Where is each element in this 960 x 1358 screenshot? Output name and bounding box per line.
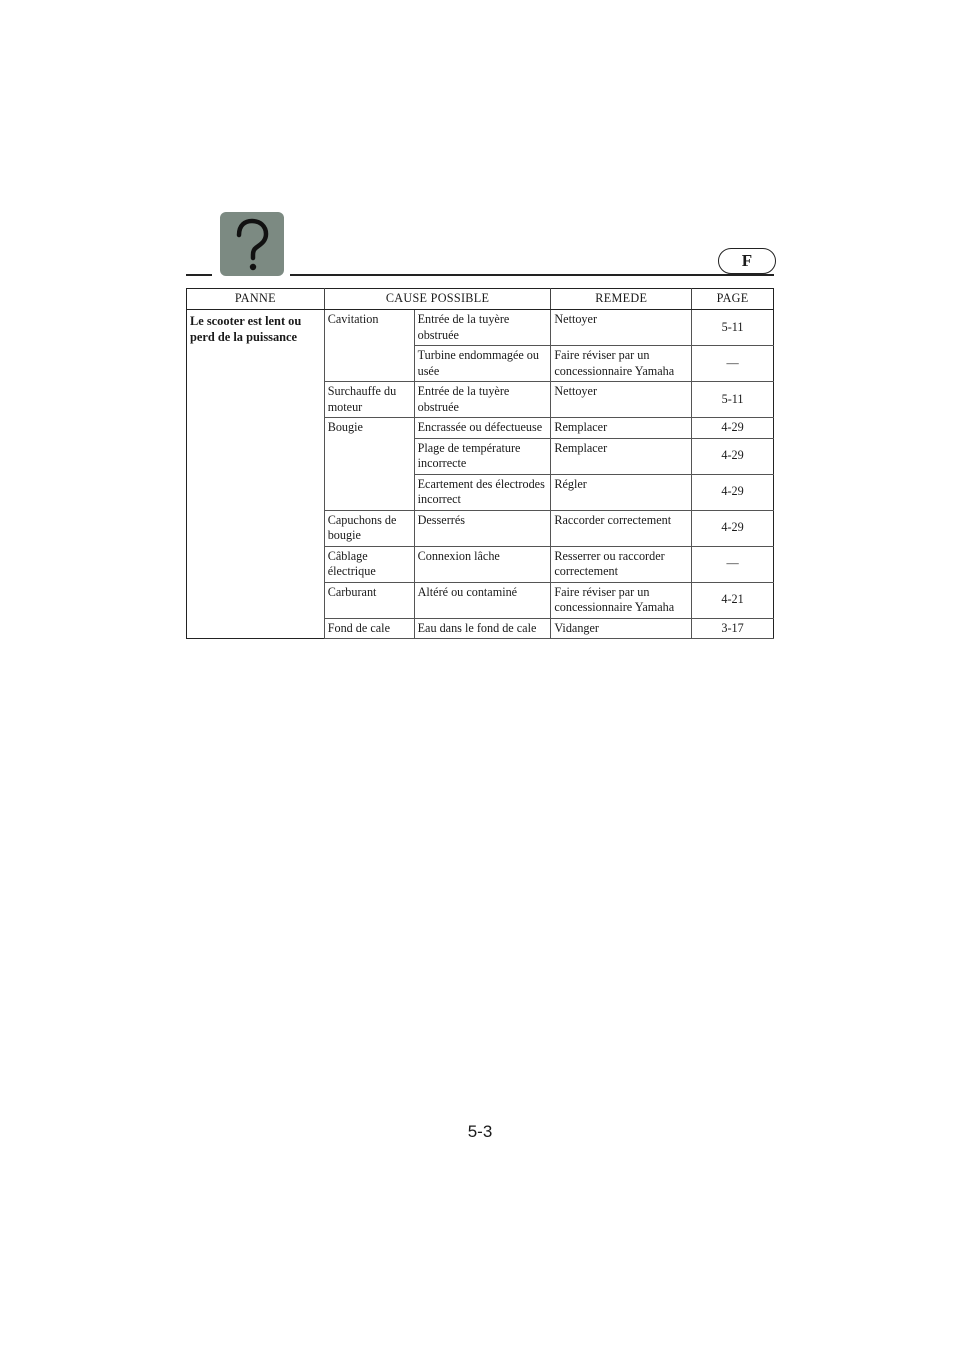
detail-cell: Connexion lâche [414,546,551,582]
remede-cell: Faire réviser par un concessionnaire Yamaha [551,582,692,618]
page-cell: 4-29 [692,438,774,474]
header-page: PAGE [692,289,774,310]
detail-cell: Desserrés [414,510,551,546]
header-remede: REMEDE [551,289,692,310]
cause-cell: Câblage électrique [324,546,414,582]
table-header-row [187,289,774,310]
page-cell: 4-29 [692,510,774,546]
detail-cell: Altéré ou contaminé [414,582,551,618]
header-rule-left [186,274,212,276]
cause-cell: Carburant [324,582,414,618]
panne-cell: Le scooter est lent ou perd de la puissance [190,314,302,344]
remede-cell: Remplacer [551,438,692,474]
detail-cell: Entrée de la tuyère obstruée [414,382,551,418]
remede-cell: Remplacer [551,418,692,439]
detail-cell: Turbine endommagée ou usée [414,346,551,382]
page-cell: 3-17 [692,618,774,639]
cause-cell: Surchauffe du moteur [324,382,414,418]
page-cell: 5-11 [692,310,774,346]
language-badge: F [718,248,776,274]
remede-cell: Régler [551,474,692,510]
page-cell: 4-21 [692,582,774,618]
troubleshooting-table [186,288,774,639]
header-cause-possible: CAUSE POSSIBLE [324,289,551,310]
page-cell: — [692,546,774,582]
detail-cell: Eau dans le fond de cale [414,618,551,639]
detail-cell: Entrée de la tuyère obstruée [414,310,551,346]
page-cell: 4-29 [692,418,774,439]
remede-cell: Raccorder correctement [551,510,692,546]
detail-cell: Encrassée ou défectueuse [414,418,551,439]
page-cell: 5-11 [692,382,774,418]
cause-cell: Cavitation [324,310,414,382]
cause-cell: Bougie [324,418,414,511]
question-mark-icon [220,212,284,276]
page-number: 5-3 [467,1122,493,1141]
remede-cell: Faire réviser par un concessionnaire Yamaha [551,346,692,382]
remede-cell: Vidanger [551,618,692,639]
remede-cell: Nettoyer [551,382,692,418]
cause-cell: Capuchons de bougie [324,510,414,546]
table-row [187,310,774,346]
detail-cell: Ecartement des électrodes incorrect [414,474,551,510]
detail-cell: Plage de température incorrecte [414,438,551,474]
header-panne: PANNE [187,289,325,310]
page-cell: — [692,346,774,382]
page-cell: 4-29 [692,474,774,510]
header-rule-right [290,274,774,276]
remede-cell: Nettoyer [551,310,692,346]
remede-cell: Resserrer ou raccorder correctement [551,546,692,582]
cause-cell: Fond de cale [324,618,414,639]
